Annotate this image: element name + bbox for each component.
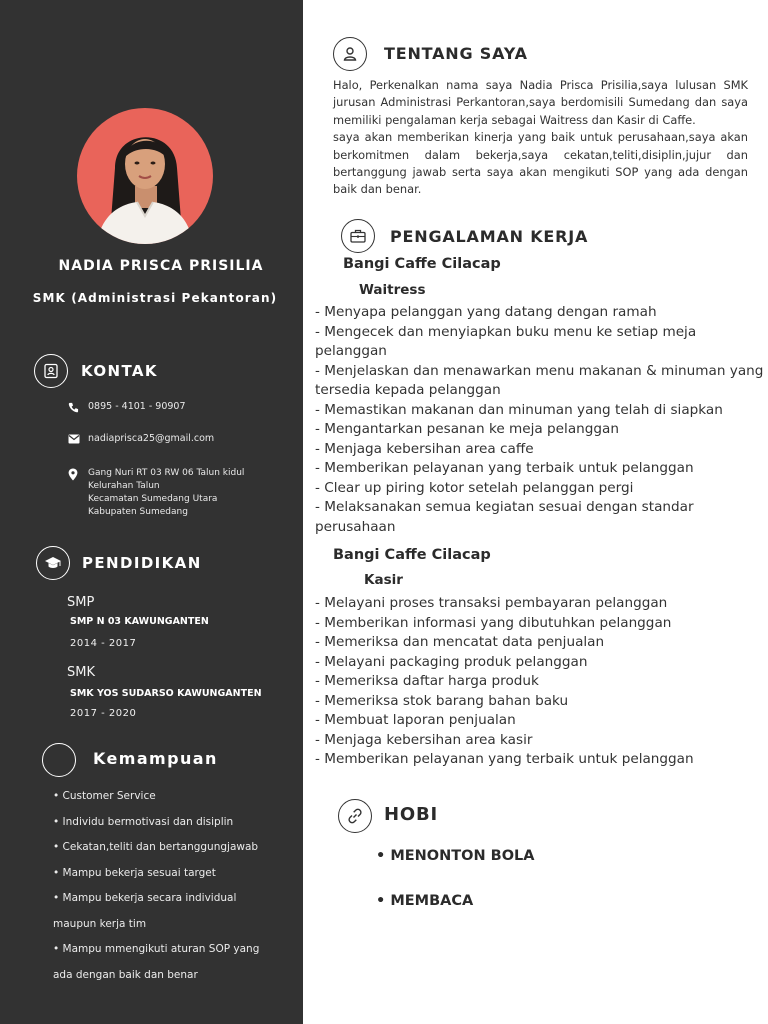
job-duty: - Melayani packaging produk pelanggan bbox=[315, 653, 588, 670]
about-section-title: TENTANG SAYA bbox=[384, 44, 528, 63]
job-duty: - Clear up piring kotor setelah pelanggan pergi bbox=[315, 479, 634, 496]
job-duty: - Memberikan pelayanan yang terbaik untuk pelanggan bbox=[315, 460, 694, 476]
job-duty: - Memeriksa dan mencatat data penjualan bbox=[315, 634, 605, 650]
job-role: Waitress bbox=[359, 282, 426, 298]
user-icon bbox=[342, 46, 358, 62]
education-school: SMP N 03 KAWUNGANTEN bbox=[70, 616, 209, 627]
job-duty: - Menjelaskan dan menawarkan menu makanan & minuman yang tersedia kepada pelanggan bbox=[315, 362, 764, 398]
address-line: Kelurahan Talun bbox=[88, 481, 160, 491]
hobby-section-icon bbox=[338, 799, 372, 833]
skill-line: ada dengan baik dan benar bbox=[53, 968, 198, 981]
education-section-icon bbox=[36, 546, 70, 580]
education-years: 2014 - 2017 bbox=[70, 638, 137, 649]
skill-line: • Cekatan,teliti dan bertanggungjawab bbox=[53, 841, 259, 853]
profile-photo bbox=[77, 108, 213, 244]
education-section-title: PENDIDIKAN bbox=[82, 554, 202, 572]
contact-section-icon bbox=[34, 354, 68, 388]
contact-card-icon bbox=[43, 363, 59, 379]
contact-address-row bbox=[68, 467, 244, 519]
job-duty: - Memberikan informasi yang dibutuhkan pelanggan bbox=[315, 614, 672, 631]
job-role: Kasir bbox=[364, 572, 403, 588]
skill-line: • Customer Service bbox=[53, 790, 156, 802]
job-duty: - Memastikan makanan dan minuman yang telah di siapkan bbox=[315, 401, 723, 418]
contact-phone: 0895 - 4101 - 90907 bbox=[88, 401, 186, 412]
job-duty: - Memberikan pelayanan yang terbaik untuk pelanggan bbox=[315, 751, 694, 767]
contact-section-title: KONTAK bbox=[81, 362, 158, 380]
sidebar bbox=[0, 0, 303, 1024]
education-school: SMK YOS SUDARSO KAWUNGANTEN bbox=[70, 688, 262, 699]
job-duty: - Melaksanakan semua kegiatan sesuai dengan standar perusahaan bbox=[315, 499, 694, 535]
experience-section-title: PENGALAMAN KERJA bbox=[390, 227, 589, 246]
address-line: Kecamatan Sumedang Utara bbox=[88, 494, 218, 504]
address-line: Kabupaten Sumedang bbox=[88, 507, 188, 517]
contact-phone-row bbox=[68, 401, 186, 413]
job-duty: - Mengecek dan menyiapkan buku menu ke setiap meja pelanggan bbox=[315, 323, 697, 359]
about-paragraph: Halo, Perkenalkan nama saya Nadia Prisca Prisilia,saya lulusan SMK jurusan Administrasi Perkantoran,saya berdomisili Sumedang dan saya memiliki pengalaman kerja sebagai Waitress dan Kasir di Caffe. bbox=[333, 78, 748, 127]
job-duty: - Menjaga kebersihan area kasir bbox=[315, 731, 533, 748]
address-line: Gang Nuri RT 03 RW 06 Talun kidul bbox=[88, 468, 245, 478]
job-duty: - Membuat laporan penjualan bbox=[315, 712, 516, 728]
experience-section-icon bbox=[341, 219, 375, 253]
location-pin-icon bbox=[68, 467, 88, 481]
education-level: SMK bbox=[67, 665, 95, 680]
graduation-cap-icon bbox=[44, 556, 62, 570]
education-level: SMP bbox=[67, 595, 95, 610]
candidate-education-subtitle: SMK (Administrasi Pekantoran) bbox=[32, 291, 278, 305]
skill-line: • Individu bermotivasi dan disiplin bbox=[53, 815, 234, 828]
briefcase-icon bbox=[350, 229, 366, 243]
about-text bbox=[333, 77, 748, 199]
mail-icon bbox=[68, 433, 88, 444]
job-duties-list bbox=[315, 303, 765, 537]
candidate-name: NADIA PRISCA PRISILIA bbox=[58, 258, 264, 274]
job-duty: - Menjaga kebersihan area caffe bbox=[315, 440, 534, 457]
job-duty: - Memeriksa daftar harga produk bbox=[315, 673, 539, 689]
hobby-item: • MEMBACA bbox=[376, 893, 474, 909]
skill-line: • Mampu bekerja secara individual bbox=[53, 892, 237, 904]
contact-email-row bbox=[68, 433, 214, 444]
about-section-icon bbox=[333, 37, 367, 71]
job-duty: - Mengantarkan pesanan ke meja pelanggan bbox=[315, 421, 619, 437]
job-duties-list bbox=[315, 594, 765, 770]
skills-list bbox=[53, 784, 301, 988]
job-company: Bangi Caffe Cilacap bbox=[333, 547, 491, 563]
contact-email[interactable]: nadiaprisca25@gmail.com bbox=[88, 433, 215, 444]
skills-section-icon bbox=[42, 743, 76, 777]
skill-line: • Mampu mmengikuti aturan SOP yang bbox=[53, 943, 260, 955]
skills-section-title: Kemampuan bbox=[93, 749, 218, 768]
about-paragraph: saya akan memberikan kinerja yang baik untuk perusahaan,saya akan berkomitmen dalam bekerja,saya cekatan,teliti,disiplin,jujur dan bertanggung jawab serta saya akan mengikuti SOP yang ada dengan baik dan benar. bbox=[333, 130, 748, 197]
link-icon bbox=[346, 807, 364, 825]
skill-line: maupun kerja tim bbox=[53, 917, 147, 930]
hobby-item: • MENONTON BOLA bbox=[376, 848, 535, 864]
job-duty: - Melayani proses transaksi pembayaran pelanggan bbox=[315, 595, 668, 611]
phone-icon bbox=[68, 401, 88, 413]
hobby-section-title: HOBI bbox=[384, 804, 438, 825]
job-company: Bangi Caffe Cilacap bbox=[343, 256, 501, 272]
education-years: 2017 - 2020 bbox=[70, 708, 137, 719]
job-duty: - Menyapa pelanggan yang datang dengan ramah bbox=[315, 304, 657, 320]
skill-line: • Mampu bekerja sesuai target bbox=[53, 866, 216, 879]
job-duty: - Memeriksa stok barang bahan baku bbox=[315, 692, 569, 709]
